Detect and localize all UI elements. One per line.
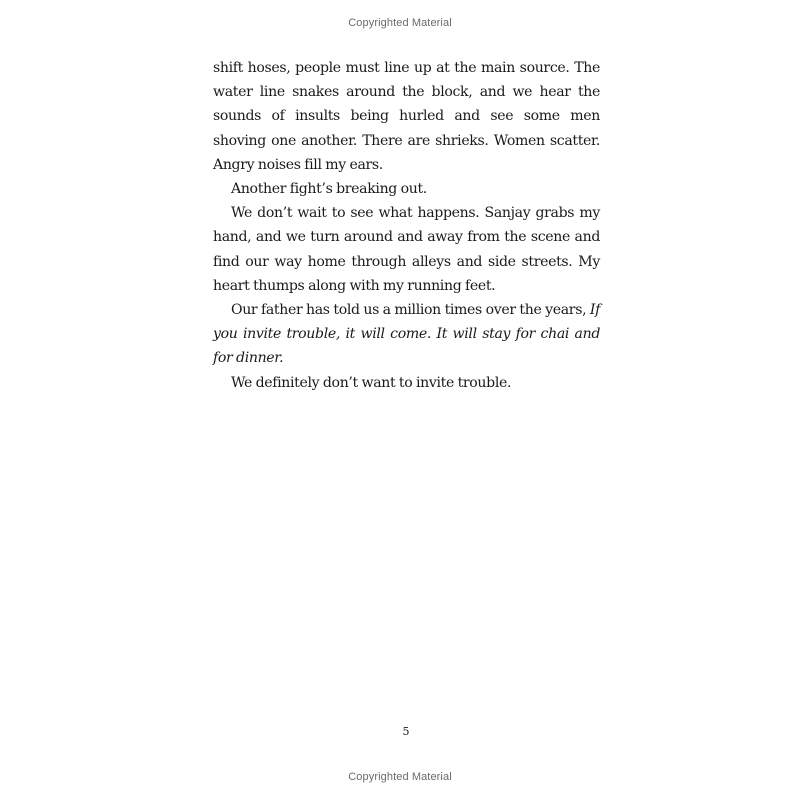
- paragraph-4-italic-quote: If you invite trouble, it will come. It will stay for chai and for dinner.: [213, 302, 600, 367]
- paragraph-4: [213, 298, 600, 371]
- paragraph-5: We definitely don’t want to invite trouble.: [231, 374, 512, 391]
- page-number: 5: [402, 725, 410, 738]
- paragraph-1: shift hoses, people must line up at the main source. The water line snakes around the block, and we hear the sounds of insults being hurled and see some men shoving one another. There are shrieks. Women scatter. Angry noises fill my ears.: [213, 60, 600, 173]
- paragraph-4-roman: Our father has told us a million times over the years,: [231, 302, 590, 319]
- paragraph-3: We don’t wait to see what happens. Sanjay grabs my hand, and we turn around and away from the scene and find our way home through alleys and side streets. My heart thumps along with my running feet.: [213, 205, 600, 294]
- copyright-watermark-bottom: Copyrighted Material: [348, 771, 452, 783]
- paragraph-2: Another fight’s breaking out.: [231, 181, 427, 198]
- body-text: [213, 56, 600, 395]
- copyright-watermark-top: Copyrighted Material: [348, 17, 452, 29]
